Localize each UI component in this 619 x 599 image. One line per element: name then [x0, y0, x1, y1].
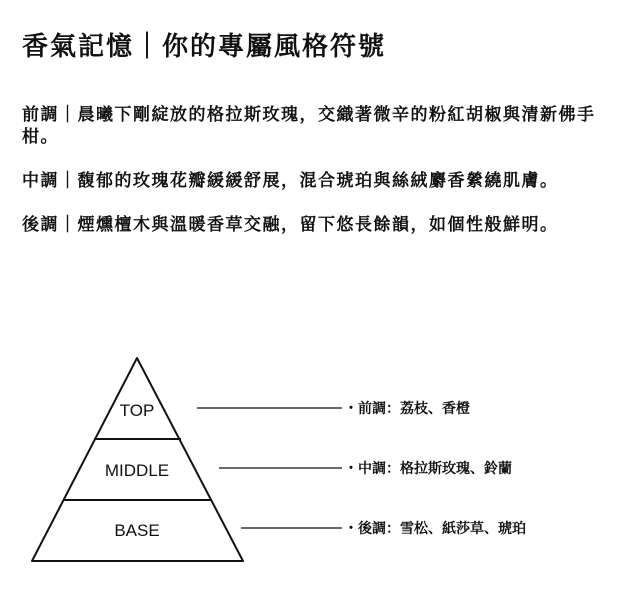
note-base-description: 後調｜煙燻檀木與溫暖香草交融，留下悠長餘韻，如個性般鮮明。 [22, 215, 559, 235]
note-top-description: 前調｜晨曦下剛綻放的格拉斯玫瑰，交織著微辛的粉紅胡椒與清新佛手柑。 [22, 105, 596, 147]
page-title: 香氣記憶｜你的專屬風格符號 [22, 32, 387, 62]
tier-note-middle: ・中調：格拉斯玫瑰、鈴蘭 [344, 461, 512, 477]
tier-label-middle: MIDDLE [104, 461, 170, 480]
note-middle-description: 中調｜馥郁的玫瑰花瓣緩緩舒展，混合琥珀與絲絨麝香縈繞肌膚。 [22, 171, 559, 191]
fragrance-pyramid-diagram [0, 340, 619, 570]
tier-label-base: BASE [114, 521, 160, 540]
fragrance-notes [22, 104, 602, 258]
tier-label-top: TOP [119, 401, 155, 420]
tier-note-base: ・後調：雪松、紙莎草、琥珀 [344, 521, 526, 537]
tier-note-top: ・前調：荔枝、香橙 [344, 401, 470, 417]
